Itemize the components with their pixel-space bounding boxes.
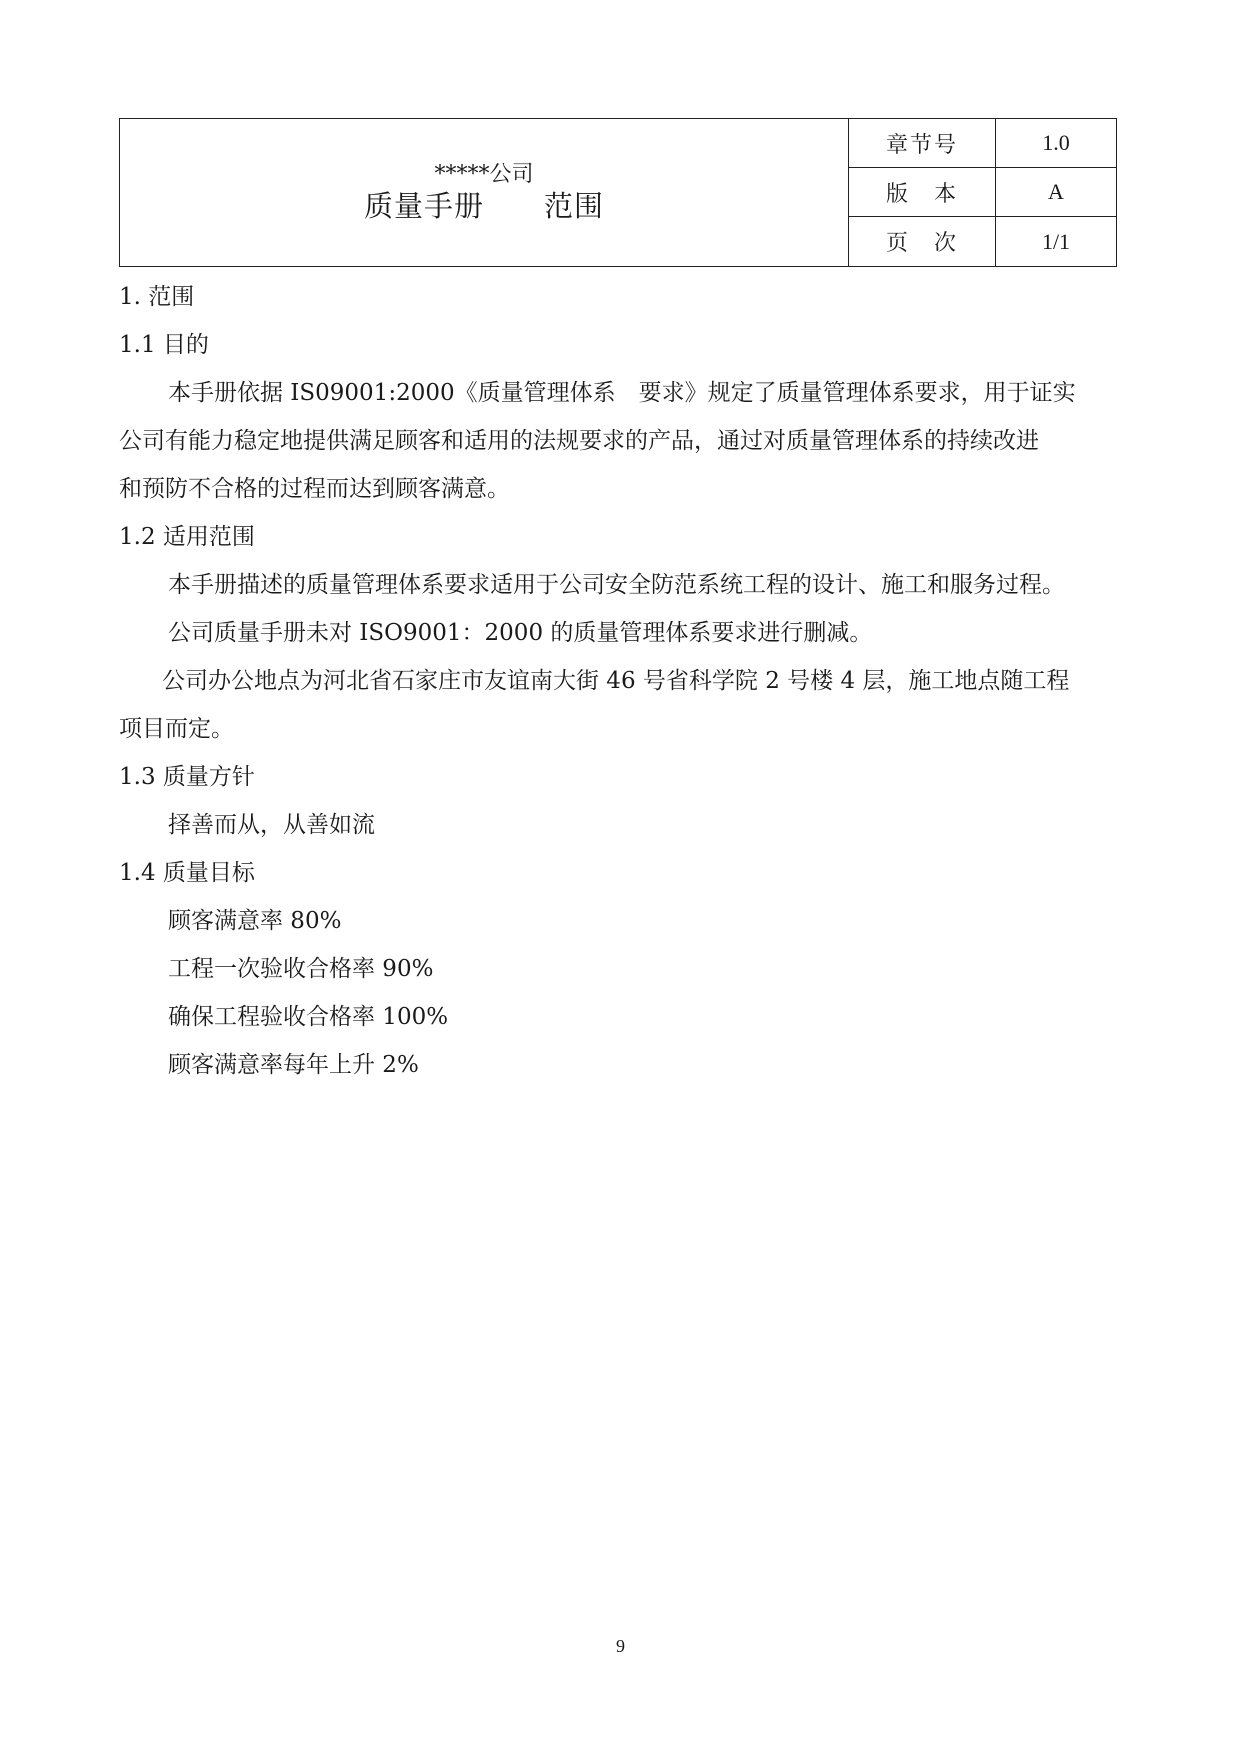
manual-title: 质量手册 范围	[363, 189, 604, 224]
quality-goal-item: 顾客满意率 80%	[168, 908, 342, 934]
chapter-value: 1.0	[996, 119, 1117, 168]
section-1-4-heading: 1.4 质量目标	[119, 860, 255, 886]
quality-policy: 择善而从，从善如流	[168, 812, 375, 838]
section-1-heading: 1. 范围	[119, 284, 195, 310]
chapter-label: 章节号	[849, 119, 996, 168]
company-name: *****公司	[434, 161, 534, 187]
quality-goal-item: 工程一次验收合格率 90%	[168, 956, 434, 982]
purpose-paragraph-line-1: 本手册依据 IS09001:2000《质量管理体系 要求》规定了质量管理体系要求，用于证实	[168, 380, 1076, 406]
office-paragraph-line-1: 公司办公地点为河北省石家庄市友谊南大街 46 号省科学院 2 号楼 4 层，施工地点随工程	[162, 668, 1070, 694]
version-value: A	[996, 168, 1117, 217]
header-title-cell	[120, 119, 849, 267]
document-header-table	[119, 118, 1117, 267]
purpose-paragraph-line-2: 公司有能力稳定地提供满足顾客和适用的法规要求的产品，通过对质量管理体系的持续改进	[119, 428, 1039, 454]
purpose-paragraph-line-3: 和预防不合格的过程而达到顾客满意。	[119, 476, 510, 502]
page-value: 1/1	[996, 217, 1117, 267]
exclusion-paragraph: 公司质量手册未对 ISO9001：2000 的质量管理体系要求进行删减。	[168, 620, 873, 646]
scope-paragraph: 本手册描述的质量管理体系要求适用于公司安全防范系统工程的设计、施工和服务过程。	[168, 572, 1065, 598]
section-1-2-heading: 1.2 适用范围	[119, 524, 255, 550]
section-1-3-heading: 1.3 质量方针	[119, 764, 255, 790]
page-label: 页 次	[849, 217, 996, 267]
version-label: 版 本	[849, 168, 996, 217]
quality-goal-item: 顾客满意率每年上升 2%	[168, 1052, 419, 1078]
office-paragraph-line-2: 项目而定。	[119, 716, 234, 742]
section-1-1-heading: 1.1 目的	[119, 332, 209, 358]
page-number: 9	[616, 1636, 625, 1656]
quality-goal-item: 确保工程验收合格率 100%	[168, 1004, 449, 1030]
